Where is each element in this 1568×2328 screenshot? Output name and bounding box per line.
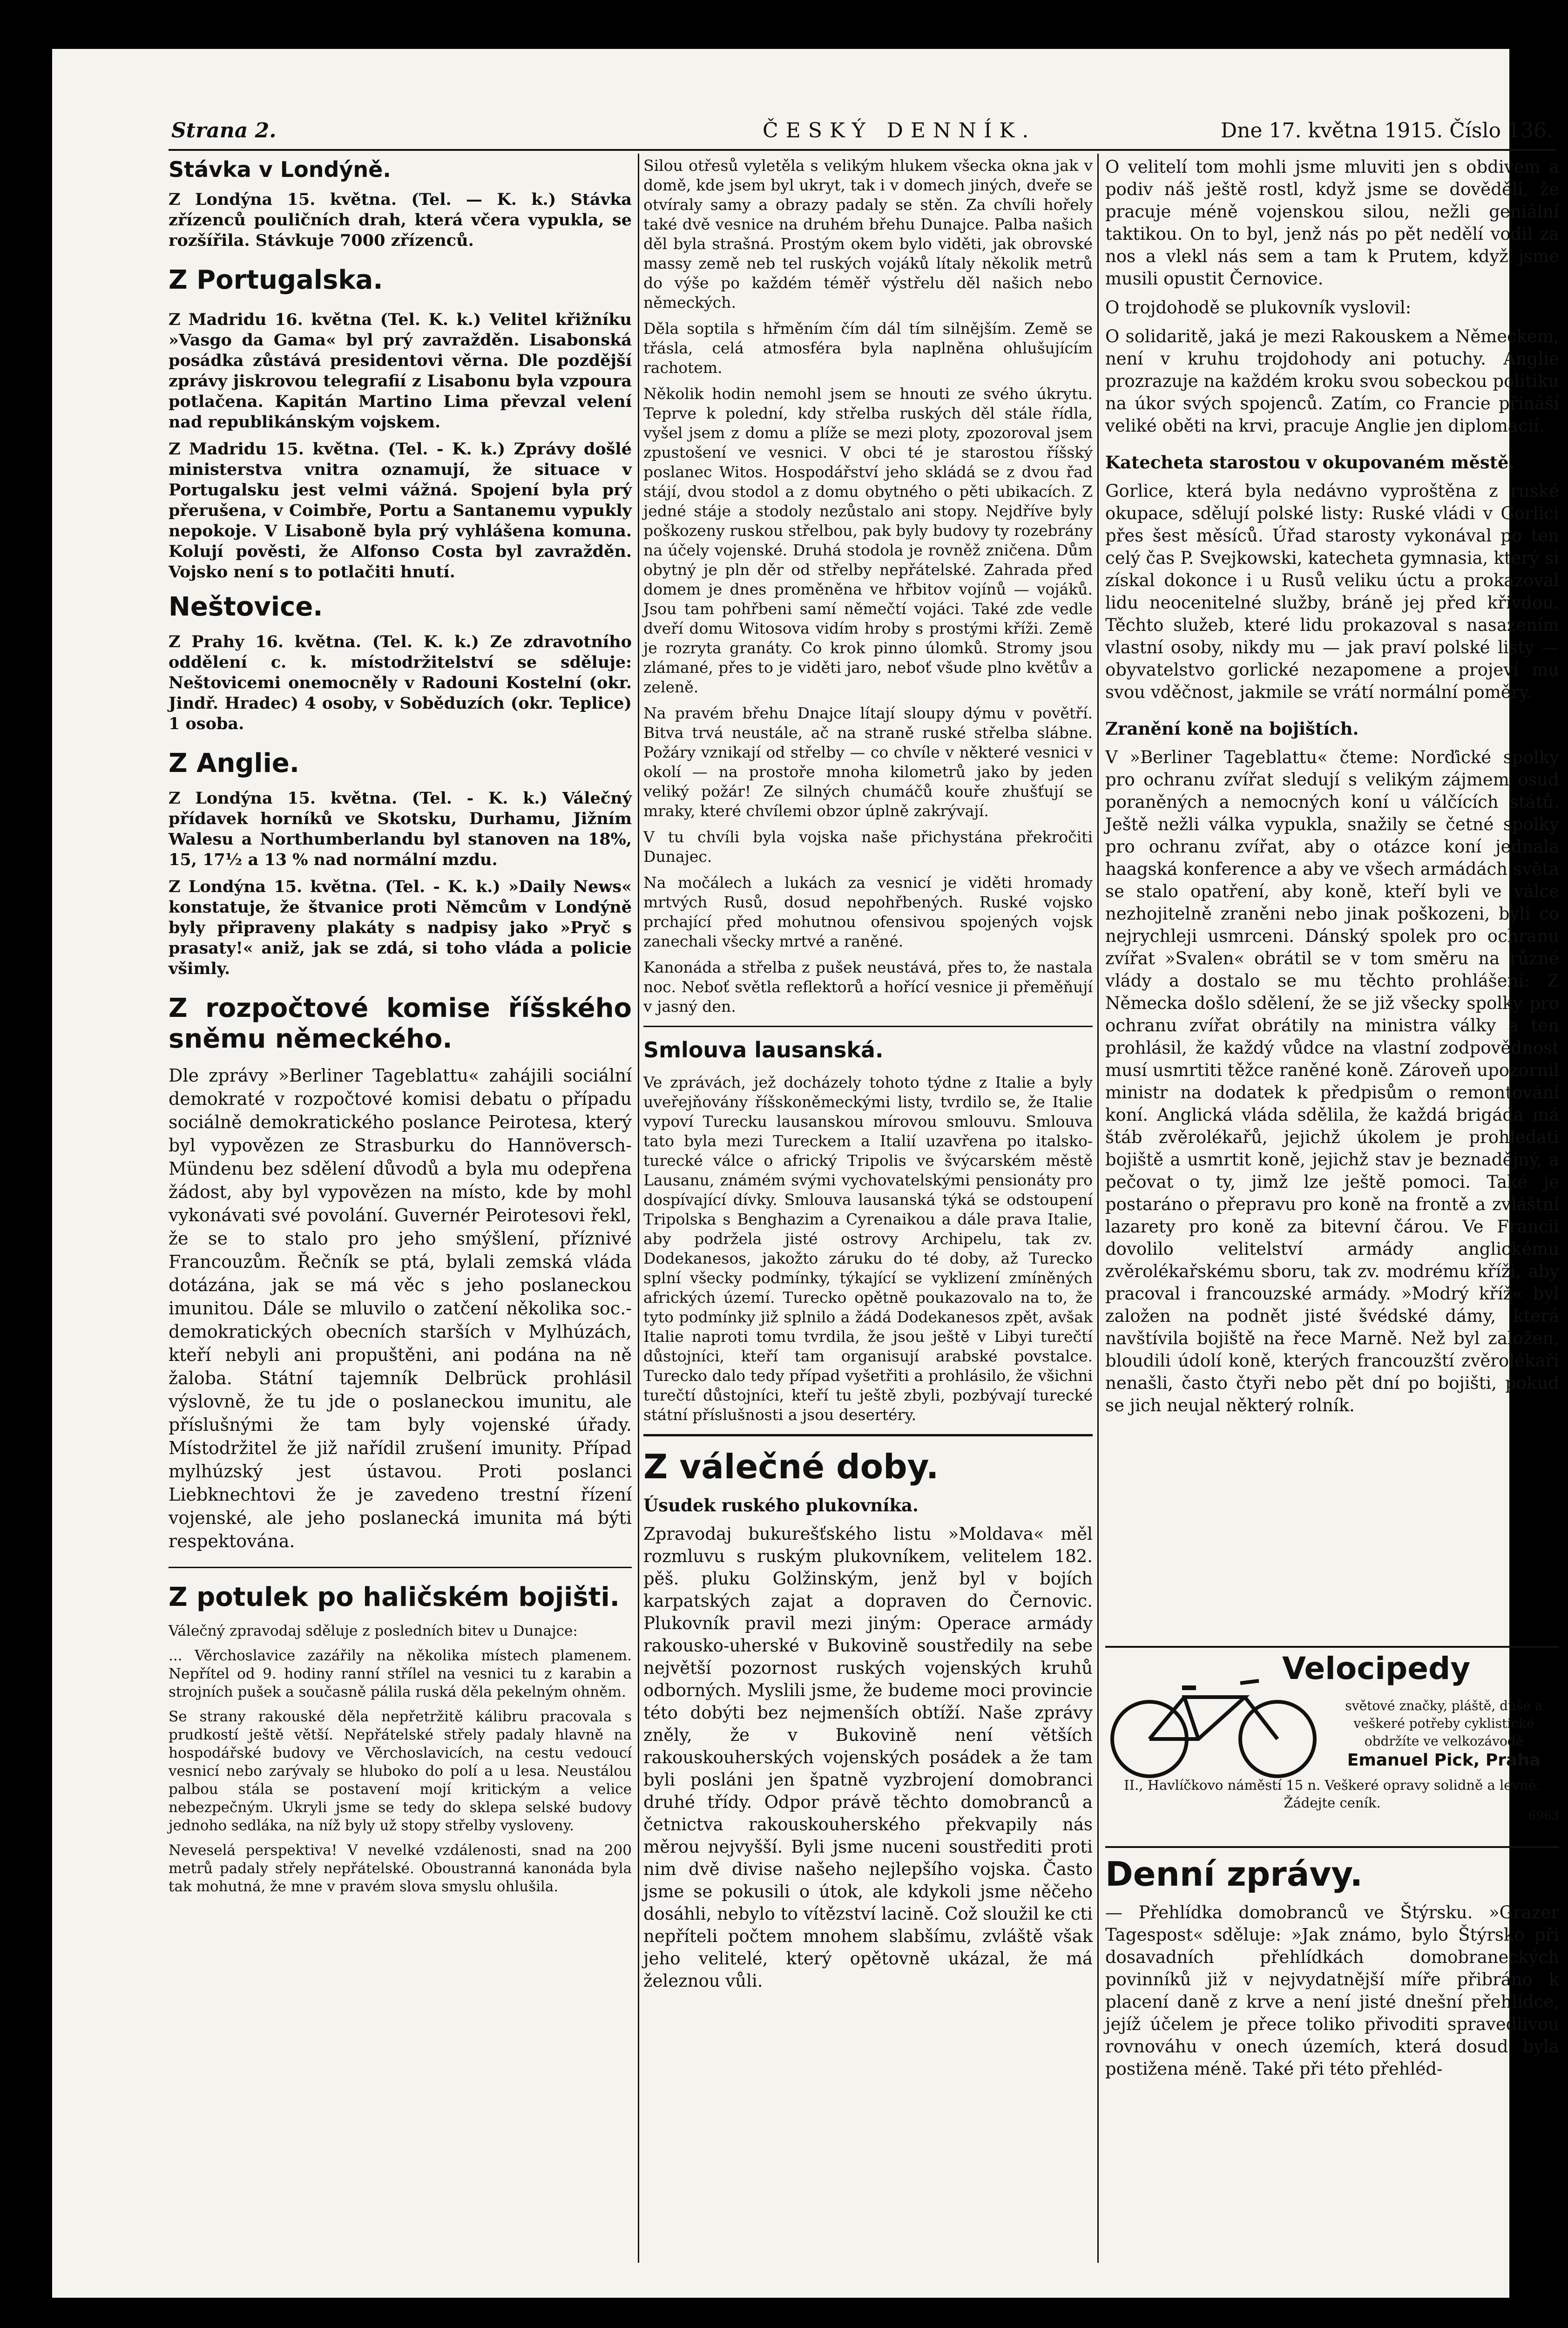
article-body: Z Prahy 16. května. (Tel. K. k.) Ze zdravotního oddělení c. k. místodržitelství se sděluje: Neštovicemi onemocněly v Radouni Kostelní (okr. Jindř. Hradec) 4 osoby, v Soběduzích (okr. Teplice) 1 osoba. (169, 632, 632, 733)
bicycle-advertisement (1105, 1651, 1559, 1837)
ad-title: Velocipedy (1282, 1651, 1471, 1686)
article-heading-war-times: Z válečné doby. (643, 1447, 939, 1486)
article-heading-smallpox: Neštovice. (169, 592, 323, 622)
section-rule (1105, 1846, 1559, 1848)
article-body: O velitelí tom mohli jsme mluviti jen s obdivem a podiv náš ještě rostl, když jsme se dověděli, že pracuje méně vojenskou silou, nežli geniální taktikou. On to byl, jenž nás po pět nedělí vodil za nos a vlekl nás sem a tam k Prutem, když jsme musili opustit Černovice. (1105, 157, 1559, 289)
article-body: Z Londýna 15. května. (Tel. - K. k.) Válečný přídavek horníků ve Skotsku, Durhamu, Jižním Walesu a Northumberlandu byl stanoven na 18%, 15, 17½ a 13 % nad normální mzdu. (169, 789, 632, 869)
article-body: Silou otřesů vyletěla s velikým hlukem všecka okna jak v domě, kde jsem byl ukryt, tak i v domech jiných, dveře se otvíraly samy a obrazy padaly se stěn. Za chvíli hořely také dvě vesnice na druhém břehu Dunajce. Palba našich děl byla strašná. Prostým okem bylo viděti, jak obrovské massy země neb tel ruských vojáků lítaly několik metrů do výše po každém téměř výstřelu děl našich nebo německých. (643, 156, 1093, 311)
ad-company: Emanuel Pick, Praha (1347, 1751, 1541, 1770)
article-body: Z Londýna 15. května. (Tel. — K. k.) Stávka zřízenců pouličních drah, která včera vypukla, se rozšířila. Stávkuje 7000 zřízenců. (169, 190, 632, 250)
ad-address: II., Havlíčkovo náměstí 15 n. Veškeré opravy solidně a levně. Žádejte ceník. (1124, 1777, 1541, 1811)
header-rule (169, 149, 1556, 151)
article-heading-budget: Z rozpočtové komise říšského sněmu německého. (169, 993, 632, 1054)
article-heading-catechist: Katecheta starostou v okupovaném městě. (1105, 452, 1515, 473)
section-rule (643, 1026, 1093, 1027)
section-rule (643, 1434, 1093, 1436)
article-subheading: Úsudek ruského plukovníka. (643, 1495, 919, 1516)
ad-number: 6963 (1528, 1809, 1559, 1823)
article-body: Neveselá perspektiva! V nevelké vzdálenosti, snad na 200 metrů padaly střely nepřátelské. Oboustranná kanonáda byla tak mohutná, že mne v pravém slova smyslu ohlušila. (169, 1842, 632, 1895)
page-header (171, 119, 1553, 151)
article-heading-lausanne: Smlouva lausanská. (643, 1037, 884, 1062)
article-heading-england: Z Anglie. (169, 748, 300, 778)
article-body: Na pravém břehu Dnajce lítají sloupy dýmu v povětří. Bitva trvá neustále, ač na straně ruské střelba slábne. Požáry vznikají od střelby — co chvíle v některé vesnici v okolí — na prostoře mnoha kilometrů jako by jeden veliký požár! Ze silných chumáčů kouře zhušťují se mraky, které chvílemi obzor úplně zakrývají. (643, 704, 1093, 820)
column-1 (169, 156, 632, 2270)
article-body: Dle zprávy »Berliner Tageblattu« zahájili sociální demokraté v rozpočtové komisi debatu o případu sociálně demokratického poslance Peirotesa, který byl vypovězen ze Strasburku do Hannöversch-Mündenu bez sdělení důvodů a byla mu odepřena žádost, aby byl vypovězen na místo, kde by mohl vykonávati své povolání. Guvernér Peirotesovi řekl, že se to stalo pro jeho smýšlení, příznivé Francouzům. Řečník se ptá, bylali zemská vláda dotázána, jak se má věc s jeho poslaneckou imunitou. Dále se mluvilo o zatčení několika soc.-demokratických obecních starších v Mylhúzách, kteří nebyli ani propuštěni, ani podána na ně žaloba. Státní tajemník Delbrück prohlásil výslovně, že tu jde o poslaneckou imunitu, ale příslušnými že tam byly vojenské úřady. Místodržitel že již nařídil zrušení imunity. Případ mylhúzský jest ústavou. Proti poslanci Liebknechtovi že je zavedeno trestní řízení vojenské, ale jeho poslanecká imunita má býti respektována. (169, 1065, 632, 1551)
article-body: Kanonáda a střelba z pušek neustává, přes to, že nastala noc. Neboť světla reflektorů a hořící vesnice ji přeměňují v jasný den. (643, 958, 1093, 1015)
issue-date: Dne 17. května 1915. Číslo 136. (1220, 119, 1553, 142)
article-body: Se strany rakouské děla nepřetržitě kálibru pracovala s prudkostí ještě větší. Nepřátelské střely padaly hlavně na hospodářské budovy ve Věrchoslavicích, na cestu vedoucí vesnicí nebo zarývaly se hluboko do polí a u lesa. Neustálou palbou stála se postavení mojí kritickým a velice nebezpečným. Ukryli jsme se tedy do sklepa selské budovy jednoho sedláka, na níž byly už stopy střelby vysloveny. (169, 1708, 632, 1834)
section-rule (1105, 1646, 1559, 1648)
article-heading-strike: Stávka v Londýně. (169, 157, 391, 182)
article-body: O trojdohodě se plukovník vyslovil: (1105, 298, 1412, 318)
article-body: Zpravodaj bukurešťského listu »Moldava« měl rozmluvu s ruským plukovníkem, velitelem 182. pěš. pluku Golžinským, jenž byl v bojích karpatských zajat a dopraven do Černovic. Plukovník pravil mezi jiným: Operace armády rakousko-uherské v Bukovině soustředily na sebe největší pozornost ruských vojenských kruhů odborných. Myslili jsme, že budeme moci provincie této dobýti bez nejmenších obtíží. Naše zprávy zněly, že v Bukovině není větších rakouskouherských vojenských posádek a že tam byli posláni jen špatně vyzbrojení domobranci druhé třídy. Odpor právě těchto domobranců a četnictva rakouskouherského překvapily nás měrou nejvyšší. Byli jsme nuceni soustřediti proti nim dvě divise našeho nejlepšího vojska. Často jsme se pokusili o útok, ale kdykoli jsme něčeho dosáhli, nebylo to vítězství lacině. Což sloužil ke cti nepříteli počtem mnohem slabšímu, zvláště však jeho velitelé, který opětovně ukázal, že má železnou vůli. (643, 1524, 1093, 1991)
article-body: V tu chvíli byla vojska naše přichystána překročiti Dunajec. (643, 828, 1093, 866)
article-body: — Přehlídka domobranců ve Štýrsku. »Grazer Tagespost« sděluje: »Jak známo, bylo Štýrsko při dosavadních přehlídkách domobraneckých povinníků již v nejvydatnější míře přibráno k placení daně z krve a není jisté dnešní přehlídce, jejíž účelem je přece toliko přivoditi spravedlivou rovnováhu v onech územích, která dosud byla postižena méně. Také při této přehléd- (1105, 1902, 1559, 2079)
section-rule (169, 1567, 632, 1568)
article-body: O solidaritě, jaká je mezi Rakouskem a Německem, není v kruhu trojdohody ani potuchy. Anglie prozrazuje na každém kroku svou sobeckou politiku na úkor svých spojenců. Zatím, co Francie přináší veliké oběti na krvi, pracuje Anglie jen diplomacií. (1105, 326, 1559, 436)
article-heading-galicia: Z potulek po haličském bojišti. (169, 1582, 620, 1612)
article-body: Několik hodin nemohl jsem se hnouti ze svého úkrytu. Teprve k polední, kdy střelba ruských děl stále řídla, vyšel jsem z domu a plíže se mezi ploty, zpozoroval jsem zpustošení ve vesnici. V obci té je starostou říšský poslanec Witos. Hospodářství jeho skládá se z dvou řad stájí, dvou stodol a z domu obytného o pěti ubikacích. Z jedné stáje a stodoly nezůstalo ani stopy. Nejdříve byly poškozeny ruskou střelbou, pak byly budovy ty rozebrány na účely vojenské. Druhá stodola je rovněž zničena. Dům obytný je pln děr od střelby nepřátelské. Zahrada před domem je dnes proměněna ve hřbitov vojínů — vojáků. Jsou tam pohřbeni samí němečtí vojáci. Také zde vedle dveří domu Witosova vidím hroby s prostými kříži. Země je rozryta granáty. Co krok pinno úlomků. Stromy jsou zlámané, přes to je viděti jaro, neboť všude plno květův a zeleně. (643, 385, 1093, 696)
article-body: Z Londýna 15. května. (Tel. - K. k.) »Daily News« konstatuje, že štvanice proti Němcům v Londýně byly připraveny plakáty s nadpisy jako »Pryč s prasaty!« aniž, jak se zdá, si toho vláda a policie všimly. (169, 877, 632, 978)
article-heading-daily-news: Denní zprávy. (1105, 1854, 1363, 1894)
article-body: Ve zprávách, jež docházely tohoto týdne z Italie a byly uveřejňovány říšskoněmeckými listy, tvrdilo se, že Italie vypoví Turecku lausanskou mírovou smlouvu. Smlouva tato byla mezi Tureckem a Italií uzavřena po italsko-turecké válce o africký Tripolis ve švýcarském městě Lausanu, známém svými vychovatelskými pensionáty pro dospívající dívky. Smlouva lausanská týká se odstoupení Tripolska s Benghazim a Cyrenaikou a dále prava Italie, aby podržela jisté ostrovy Archipelu, tak zv. Dodekanesos, jakožto záruku do té doby, až Turecko splní všecky podmínky, týkající se vyklizení zmíněných afrických území. Turecko opětně poukazovalo na to, že tyto podmínky již splnilo a žádá Dodekanesos zpět, avšak Italie naproti tomu tvrdila, že jsou ještě v Libyi turečtí důstojníci, kteří tam organisují arabské povstalce. Turecko dalo tedy případ vyšetřiti a prohlásilo, že všichni turečtí důstojníci, kteří tu ještě zbyli, pozbývají turecké státní příslušnosti a jsou desertéry. (643, 1073, 1093, 1424)
article-body: Válečný zpravodaj sděluje z posledních bitev u Dunajce: (169, 1623, 578, 1639)
column-divider (1097, 154, 1099, 2263)
article-body: Z Madridu 16. května (Tel. K. k.) Velitel křižníku »Vasgo da Gama« byl prý zavražděn. Lisabonská posádka zůstává presidentovi věrna. Dle pozdější zprávy jiskrovou telegrafií z Lisabonu byla vzpoura potlačena. Kapitán Martino Lima převzal velení nad republikánským vojskem. (169, 310, 632, 432)
article-body: ... Věrchoslavice zazářily na několika místech plamenem. Nepřítel od 9. hodiny ranní střílel na vesnici tu z karabin a strojních pušek a současně pálila ruská děla pekelným ohněm. (169, 1647, 632, 1700)
newspaper-title: ČESKÝ DENNÍK. (763, 119, 1036, 142)
article-heading-portugal: Z Portugalska. (169, 265, 383, 295)
article-body: Z Madridu 15. května. (Tel. - K. k.) Zprávy došlé ministerstva vnitra oznamují, že situace v Portugalsku jest velmi vážná. Spojení byla prý přerušena, v Coimbře, Portu a Santanemu vypukly nepokoje. V Lisaboně byla prý vyhlášena komuna. Kolují pověsti, že Alfonso Costa byl zavražděn. Vojsko není s to potlačiti hnutí. (169, 440, 632, 582)
column-3 (1105, 156, 1559, 1641)
column-2 (643, 156, 1093, 2270)
newspaper-page (52, 49, 1559, 2298)
article-heading-horses: Zranění koně na bojištích. (1105, 718, 1359, 739)
article-body: Děla soptila s hřměním čím dál tím silnějším. Země se třásla, celá atmosféra byla naplněna ohlušujícím rachotem. (643, 319, 1093, 377)
ad-text: světové značky, pláště, duše a veškeré potřeby cyklistické obdržíte ve velkozávodě (1345, 1698, 1543, 1749)
column-divider (638, 154, 639, 2263)
column-3-bottom (1105, 1853, 1559, 2272)
article-body: Gorlice, která byla nedávno vyproštěna z ruské okupace, sdělují polské listy: Ruské vládi v Gorlici přes šest měsíců. Úřad starosty vykonával po ten celý čas P. Svejkowski, katecheta gymnasia, který si získal dokonce i u Rusů veliku úctu a prokazoval lidu neocenitelné služby, bráně jej před křivdou. Těchto služeb, které lidu prokazoval s nasazením vlastní osoby, nikdy mu — jak praví polské listy — obyvatelstvo gorlické nezapomene a projeví mu svou vděčnost, jakmile se vrátí normální poměry. (1105, 481, 1559, 702)
page-number: Strana 2. (171, 119, 277, 142)
article-body: V »Berliner Tageblattu« čteme: Norďické spolky pro ochranu zvířat sledují s velikým zájmem osud poraněných a nemocných koní u válčících států. Ještě nežli válka vypukla, snažily se četné spolky pro ochranu zvířat, aby o otázce koní jednala haagská konference a aby ve všech armádách světa se stalo opatření, aby koně, kteří byli ve válce nezhojitelně zraněni nebo jinak poškozeni, byli co nejrychleji usmrceni. Dánský spolek pro ochranu zvířat »Svalen« obrátil se v tom směru na různé vlády a dostalo se mu těchto prohlášení: Z Německa došlo sdělení, že se již všecky spolky pro ochranu zvířat obrátily na ministra války a ten prohlásil, že každý vůdce na vlastní zodpovědnost musí usmrtiti těžce raněné koně. Zároveň upozornil ministr na dodatek k předpisům o remontování koní. Anglická vláda sdělila, že každá brigáda má štáb zvěrolékařů, jejichž úkolem je prohledati bojiště a usmrtit koně, jejichž stav je beznadějný, a pečovat o ty, jimž lze ještě pomoci. Také je postaráno o přepravu pro koně na frontě a zvláštní lazarety pro koně za bitevní čárou. Ve Francii dovolilo velitelství armády anglickému zvěrolékařskému sboru, tak zv. modrému kříži, aby pracoval i francouzské armády. »Modrý kříž« byl založen na podnět jisté švédské dámy, která navštívila bojiště na řece Marně. Než byl založen, bloudili údolí koně, kterých francouzští zvěrolékaři nenašli, často čtyři nebo pět dní po bojišti, pokud se jich neujal některý rolník. (1105, 747, 1559, 1415)
article-body: Na močálech a lukách za vesnicí je viděti hromady mrtvých Rusů, dosud nepohřbených. Ruské vojsko prchající před mohutnou ofensivou spojených vojsk zanechali všecky mrtvé a raněné. (643, 873, 1093, 950)
